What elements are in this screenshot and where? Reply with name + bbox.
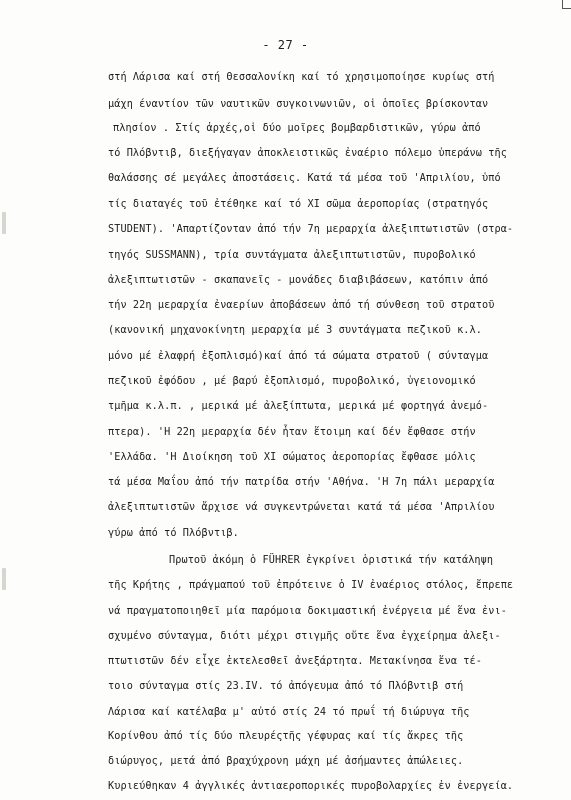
text-line: πλησίον . Στίς ἀρχές,οἱ δύο μοῖρες βομβαρδιστικῶν, γύρω ἀπό: [113, 123, 481, 134]
text-line: πεζικοῦ ἐφόδου , μέ βαρύ ἐξοπλισμό, πυροβολικό, ὑγειονομικό: [108, 376, 476, 387]
text-line: σχυμένο σύνταγμα, διότι μέχρι στιγμῆς οὔτε ἕνα ἐγχείρημα ἀλεξι-: [108, 631, 501, 642]
text-line: πτερα). 'Η 22η μεραρχία δέν ἦταν ἕτοιμη καί δέν ἔφθασε στήν: [108, 427, 476, 438]
text-line: τά μέσα Μαΐου ἀπό τήν πατρίδα στήν 'Αθήνα. 'Η 7η πάλι μεραρχία: [108, 477, 495, 488]
text-line: Λάρισα καί κατέλαβα μ' αὐτό στίς 24 τό πρωΐ τή διώρυγα τῆς: [108, 707, 470, 718]
page-number: - 27 -: [262, 38, 309, 52]
text-line: Κυριεύθηκαν 4 ἀγγλικές ἀντιαεροπορικές πυροβολαρχίες ἐν ἐνεργεία.: [108, 781, 514, 792]
text-line: μάχη έναντίον τῶν ναυτικῶν συγκοινωνιῶν, οἱ ὁποῖες βρίσκονταν: [108, 99, 489, 110]
text-line: τμῆμα κ.λ.π. , μερικά μέ ἀλεξίπτωτα, μερικά μέ φορτηγά ἀνεμό-: [108, 401, 489, 412]
text-line: ἀλεξιπτωτιστῶν - σκαπανεῖς - μονάδες διαβιβάσεων, κατόπιν ἀπό: [108, 275, 489, 286]
text-line: διώρυγος, μετά ἀπό βραχύχρονη μάχη μέ ἀσήμαντες ἀπώλειες.: [108, 756, 464, 767]
text-line: 'Ελλάδα. 'Η Διοίκηση τοῦ XI σώματος ἀεροπορίας ἔφθασε μόλις: [108, 452, 476, 463]
text-line: τῆς Κρήτης , πράγμαπού τοῦ ἐπρότεινε ὁ IV ἐναέριος στόλος, ἔπρεπε: [108, 580, 514, 591]
text-line: (κανονική μηχανοκίνητη μεραρχία μέ 3 συντάγματα πεζικοῦ κ.λ.: [108, 325, 483, 336]
text-line: μόνο μέ ἐλαφρή ἐξοπλισμό)καί ἀπό τά σώματα στρατοῦ ( σύνταγμα: [108, 351, 489, 362]
text-line: τίς διαταγές τοῦ ἐτέθηκε καί τό XI σῶμα ἀεροπορίας (στρατηγός: [108, 199, 489, 210]
text-line: STUDENT). 'Απαρτίζονταν ἀπό τήν 7η μεραρχία ἀλεξιπτωτιστῶν (στρα-: [108, 224, 514, 235]
text-line: τό Πλόβντιβ, διεξήγαγαν ἀποκλειστικῶς ἐναέριο πόλεμο ὑπεράνω τῆς: [108, 148, 507, 159]
punch-hole-mark: [2, 212, 6, 234]
punch-hole-mark: [2, 568, 6, 590]
text-line: νά πραγματοποιηθεῖ μία παρόμοια δοκιμαστική ἐνέργεια μέ ἕνα ἐνι-: [108, 606, 507, 617]
text-line: Πρωτοῦ ἀκόμη ὁ FÜHRER ἐγκρίνει ὁριστικά τήν κατάληψη: [169, 555, 494, 566]
text-line: θαλάσσης σέ μεγάλες ἀποστάσεις. Κατά τά μέσα τοῦ 'Απριλίου, ὑπό: [108, 173, 501, 184]
text-line: τήν 22η μεραρχία ἐναερίων ἀποβάσεων ἀπό τή σύνθεση τοῦ στρατοῦ: [108, 300, 495, 311]
text-line: γύρω ἀπό τό Πλόβντιβ.: [108, 528, 239, 539]
text-line: τοιο σύνταγμα στίς 23.IV. τό ἀπόγευμα ἀπό τό Πλόβντιβ στή: [108, 681, 464, 692]
text-line: στή Λάρισα καί στή Θεσσαλονίκη καί τό χρησιμοποίησε κυρίως στή: [108, 72, 495, 83]
text-line: πτωτιστῶν δέν εἶχε ἐκτελεσθεῖ ἀνεξάρτητα. Μετακίνησα ἕνα τέ-: [108, 656, 483, 667]
text-line: τηγός SUSSMANN), τρία συντάγματα ἀλεξιπτωτιστῶν, πυροβολικό: [108, 250, 476, 261]
text-line: ἀλεξιπτωτιστῶν ἄρχισε νά συγκεντρώνεται κατά τά μέσα 'Απριλίου: [108, 502, 495, 513]
text-line: Κορίνθου ἀπό τίς δύο πλευρέςτῆς γέφυρας καί τίς ἄκρες τῆς: [108, 731, 464, 742]
corner-mark: [562, 0, 571, 9]
